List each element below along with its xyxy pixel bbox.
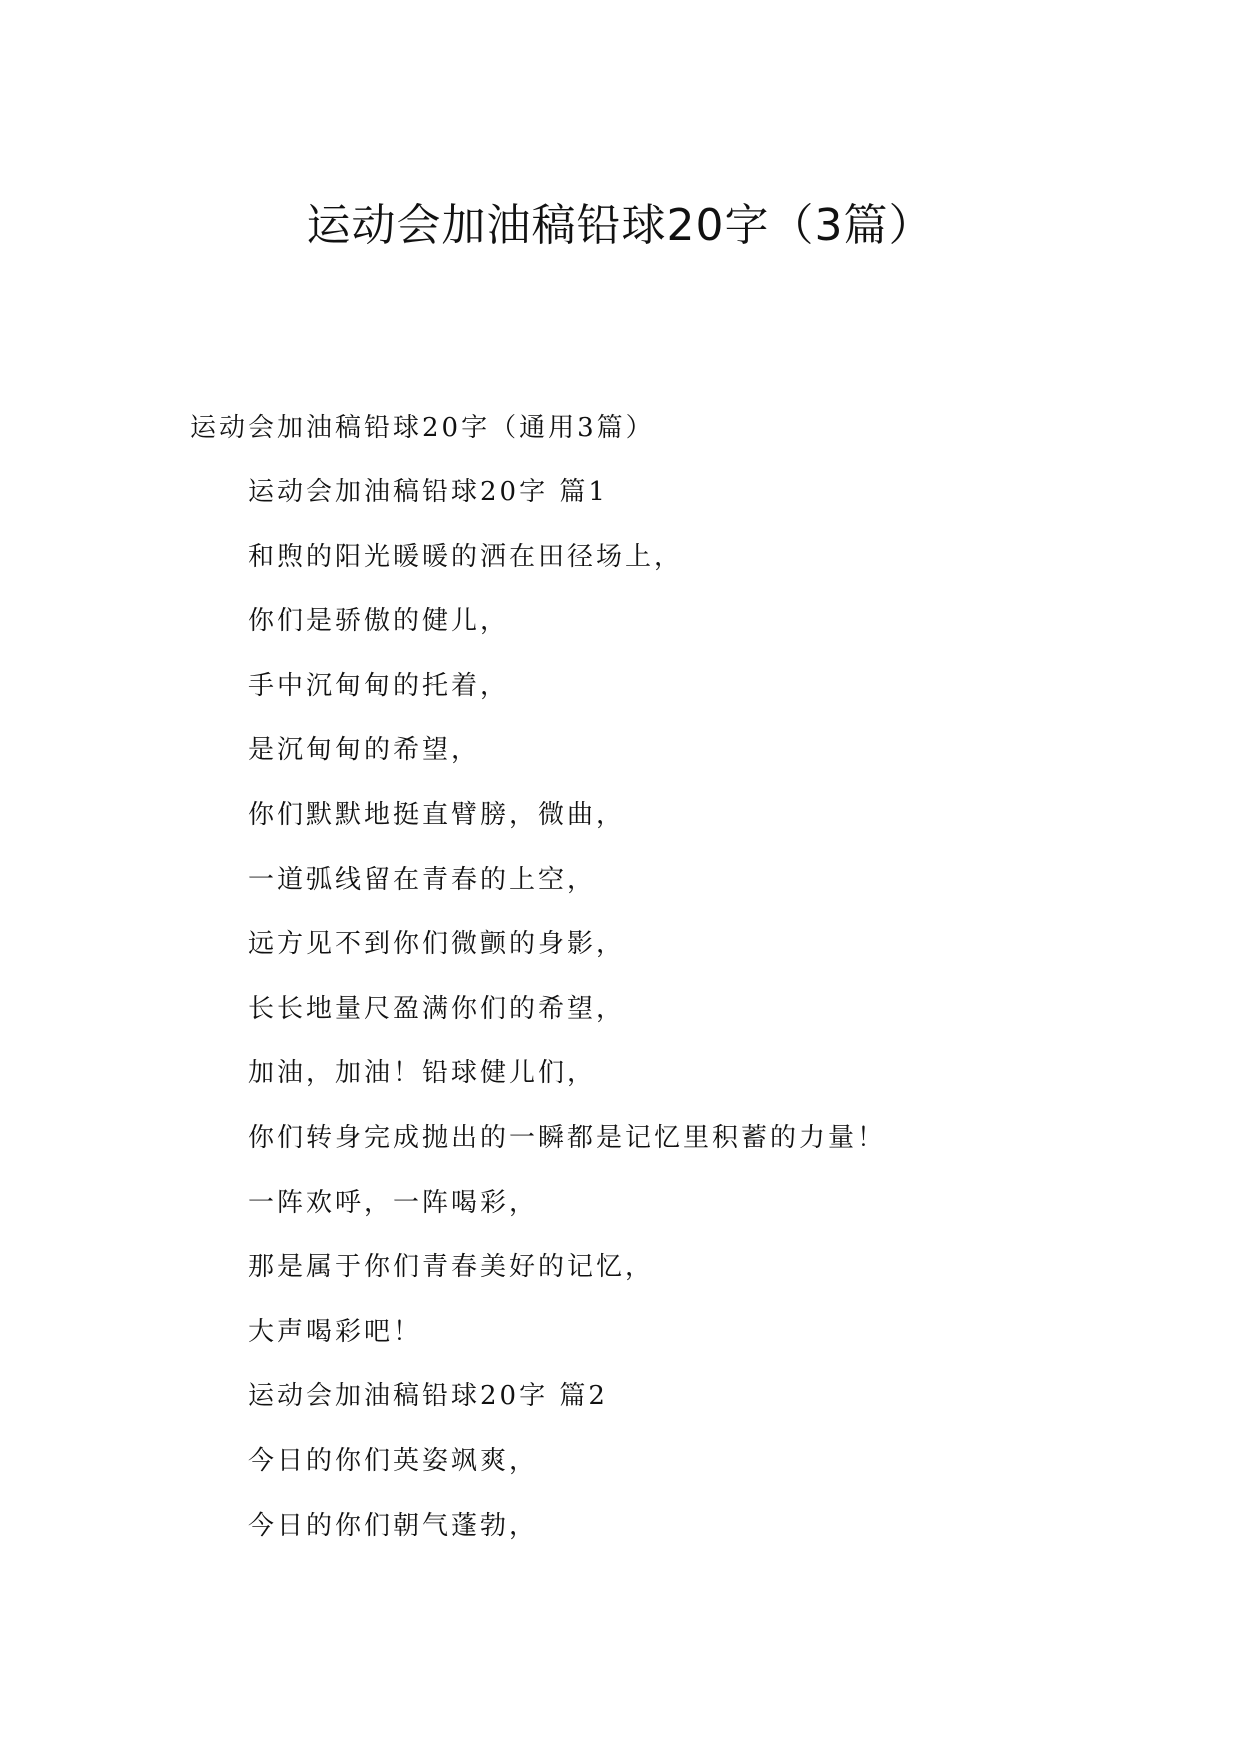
poem-line: 你们转身完成抛出的一瞬都是记忆里积蓄的力量！ <box>248 1122 887 1153</box>
poem-line: 你们默默地挺直臂膀，微曲， <box>248 799 626 830</box>
poem-line: 手中沉甸甸的托着， <box>248 670 510 701</box>
poem-line: 远方见不到你们微颤的身影， <box>248 929 626 960</box>
poem-line: 你们是骄傲的健儿， <box>248 606 510 637</box>
poem-line: 加油，加油！铅球健儿们， <box>248 1058 597 1089</box>
poem-line: 是沉甸甸的希望， <box>248 735 481 766</box>
poem-line: 一道弧线留在青春的上空， <box>248 864 597 895</box>
section-heading-2: 运动会加油稿铅球20字 篇2 <box>248 1381 608 1412</box>
document-title: 运动会加油稿铅球20字（3篇） <box>306 200 934 251</box>
section-heading-1: 运动会加油稿铅球20字 篇1 <box>248 477 608 507</box>
poem-body <box>248 472 886 1570</box>
document-subtitle: 运动会加油稿铅球20字（通用3篇） <box>190 413 655 443</box>
poem-line: 那是属于你们青春美好的记忆， <box>248 1252 655 1283</box>
poem-line: 长长地量尺盈满你们的希望， <box>248 993 626 1024</box>
poem-line: 今日的你们朝气蓬勃， <box>248 1510 539 1541</box>
poem-line: 今日的你们英姿飒爽， <box>248 1445 539 1476</box>
poem-line: 一阵欢呼，一阵喝彩， <box>248 1187 539 1218</box>
poem-line: 大声喝彩吧！ <box>248 1316 423 1347</box>
poem-line: 和煦的阳光暖暖的洒在田径场上， <box>248 541 684 572</box>
